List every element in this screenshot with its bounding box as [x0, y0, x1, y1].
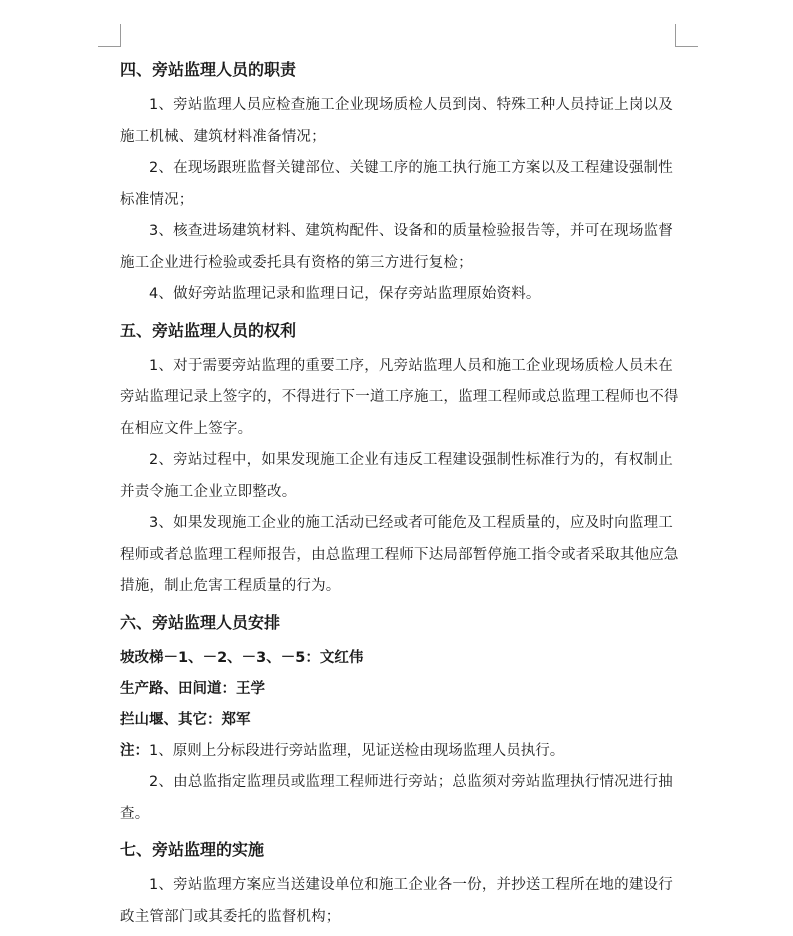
document-body: [120, 56, 680, 933]
section-5-heading: 五、旁站监理人员的权利: [120, 320, 297, 340]
page-corner-mark-top-left: [98, 24, 121, 47]
section-4-item-3: 3、核查进场建筑材料、建筑构配件、设备和的质量检验报告等，并可在现场监督施工企业进行检验或委托具有资格的第三方进行复检；: [120, 223, 673, 271]
note-line-2: 2、由总监指定监理员或监理工程师进行旁站；总监须对旁站监理执行情况进行抽查。: [120, 774, 673, 822]
section-4-item-2: 2、在现场跟班监督关键部位、关键工序的施工执行施工方案以及工程建设强制性标准情况；: [120, 160, 673, 208]
assignment-line-2: 生产路、田间道：王学: [120, 680, 265, 697]
note-label: 注：: [120, 742, 149, 759]
section-5-item-2: 2、旁站过程中，如果发现施工企业有违反工程建设强制性标准行为的，有权制止并责令施工企业立即整改。: [120, 452, 673, 500]
section-5-item-3: 3、如果发现施工企业的施工活动已经或者可能危及工程质量的，应及时向监理工程师或者总监理工程师报告，由总监理工程师下达局部暂停施工指令或者采取其他应急措施，制止危害工程质量的行为。: [120, 515, 679, 594]
section-7-heading: 七、旁站监理的实施: [120, 840, 265, 859]
note-line-1: [120, 736, 680, 768]
section-6-heading: 六、旁站监理人员安排: [120, 612, 281, 632]
section-4-heading: 四、旁站监理人员的职责: [120, 60, 297, 79]
section-4-item-1: 1、旁站监理人员应检查施工企业现场质检人员到岗、特殊工种人员持证上岗以及施工机械、建筑材料准备情况；: [120, 97, 673, 145]
section-4-item-4: 4、做好旁站监理记录和监理日记，保存旁站监理原始资料。: [149, 286, 541, 302]
assignment-line-1: 坡改梯－1、－2、－3、－5：文红伟: [120, 649, 364, 666]
section-7-item-1: 1、旁站监理方案应当送建设单位和施工企业各一份，并抄送工程所在地的建设行政主管部门或其委托的监督机构；: [120, 877, 673, 925]
note-text-1: 1、原则上分标段进行旁站监理，见证送检由现场监理人员执行。: [149, 742, 565, 759]
section-5-item-1: 1、对于需要旁站监理的重要工序，凡旁站监理人员和施工企业现场质检人员未在旁站监理记录上签字的，不得进行下一道工序施工，监理工程师或总监理工程师也不得在相应文件上签字。: [120, 357, 679, 437]
assignment-line-3: 拦山堰、其它：郑军: [120, 711, 251, 728]
page-corner-mark-top-right: [675, 24, 698, 47]
